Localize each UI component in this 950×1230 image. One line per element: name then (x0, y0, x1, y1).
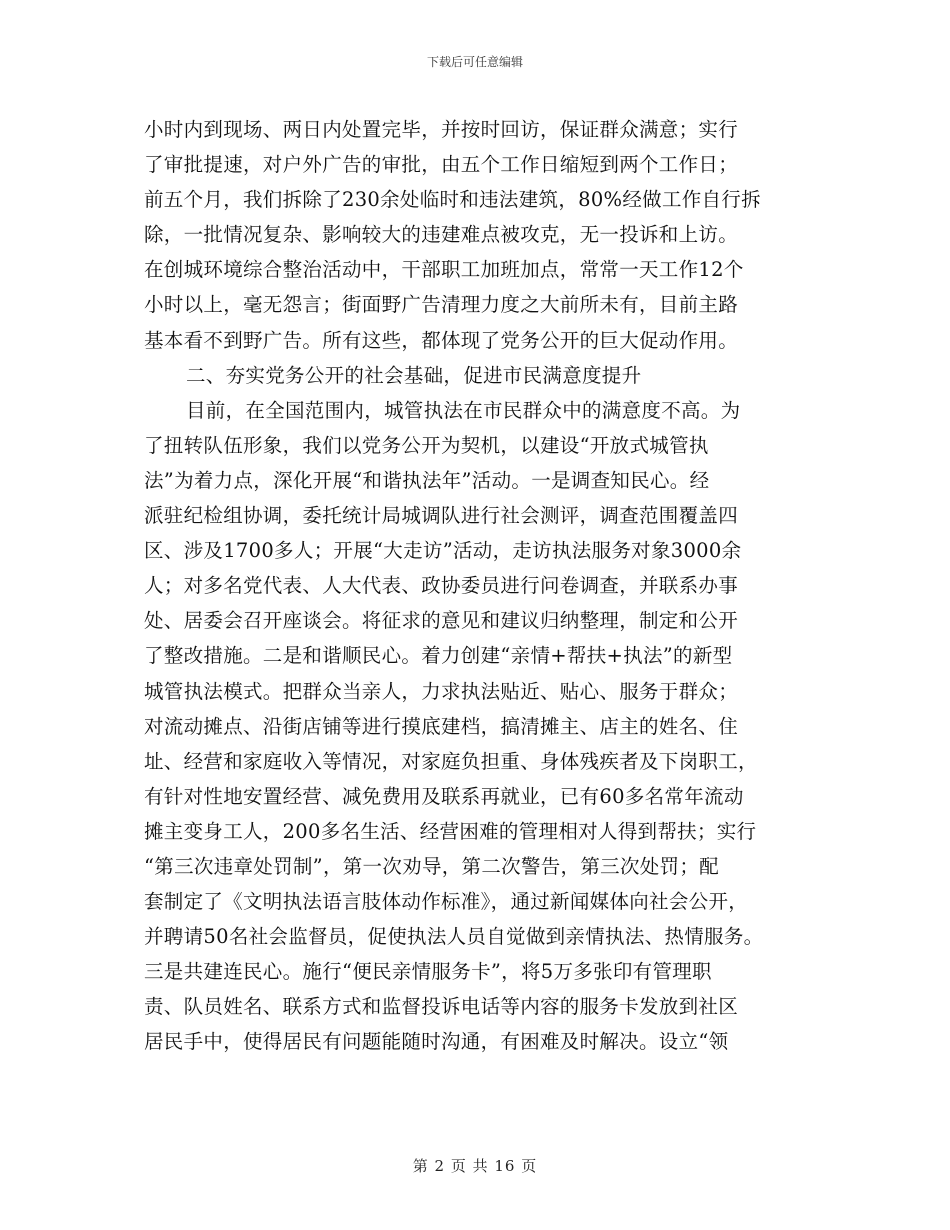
body-line: 在创城环境综合整治活动中，干部职工加班加点，常常一天工作12个 (144, 258, 744, 282)
body-line: 三是共建连民心。施行“便民亲情服务卡”，将5万多张印有管理职 (144, 960, 712, 984)
page-number: 第 2 页 共 16 页 (412, 1157, 538, 1175)
body-line: 址、经营和家庭收入等情况，对家庭负担重、身体残疾者及下岗职工， (144, 749, 758, 773)
body-line: 基本看不到野广告。所有这些，都体现了党务公开的巨大促动作用。 (144, 328, 739, 352)
body-line: “第三次违章处罚制”，第一次劝导，第二次警告，第三次处罚；配 (144, 854, 719, 878)
body-line: 城管执法模式。把群众当亲人，力求执法贴近、贴心、服务于群众； (144, 679, 739, 703)
body-line: 处、居委会召开座谈会。将征求的意见和建议归纳整理，制定和公开 (144, 609, 739, 633)
body-line: 了扭转队伍形象，我们以党务公开为契机，以建设“开放式城管执 (144, 433, 709, 457)
body-line: 责、队员姓名、联系方式和监督投诉电话等内容的服务卡发放到社区 (144, 995, 739, 1019)
document-body (144, 112, 808, 1060)
body-line: 了审批提速，对户外广告的审批，由五个工作日缩短到两个工作日； (144, 153, 739, 177)
body-line: 区、涉及1700多人；开展“大走访”活动，走访执法服务对象3000余 (144, 539, 742, 563)
download-edit-note: 下载后可任意编辑 (426, 55, 523, 69)
body-line: 并聘请50名社会监督员，促使执法人员自觉做到亲情执法、热情服务。 (144, 925, 764, 949)
section-heading: 二、夯实党务公开的社会基础，促进市民满意度提升 (186, 363, 642, 387)
body-line: 小时内到现场、两日内处置完毕，并按时回访，保证群众满意；实行 (144, 118, 739, 141)
body-line: 居民手中，使得居民有问题能随时沟通，有困难及时解决。设立“领 (144, 1030, 729, 1054)
paragraph-first-line: 目前，在全国范围内，城管执法在市民群众中的满意度不高。为 (186, 398, 741, 422)
body-line: 法”为着力点，深化开展“和谐执法年”活动。一是调查知民心。经 (144, 468, 710, 492)
body-line: 摊主变身工人，200多名生活、经营困难的管理相对人得到帮扶；实行 (144, 819, 757, 843)
body-line: 小时以上，毫无怨言；街面野广告清理力度之大前所未有，目前主路 (144, 293, 739, 317)
body-line: 对流动摊点、沿街店铺等进行摸底建档，搞清摊主、店主的姓名、住 (144, 714, 739, 738)
body-line: 人；对多名党代表、人大代表、政协委员进行问卷调查，并联系办事 (144, 574, 739, 598)
body-line: 套制定了《文明执法语言肢体动作标准》，通过新闻媒体向社会公开， (144, 890, 749, 914)
body-line: 了整改措施。二是和谐顺民心。着力创建“亲情+帮扶+执法”的新型 (144, 644, 733, 668)
body-line: 前五个月，我们拆除了230余处临时和违法建筑，80%经做工作自行拆 (144, 188, 761, 212)
body-line: 派驻纪检组协调，委托统计局城调队进行社会测评，调查范围覆盖四 (144, 504, 739, 528)
body-line: 有针对性地安置经营、减免费用及联系再就业，已有60多名常年流动 (144, 784, 744, 808)
body-line: 除，一批情况复杂、影响较大的违建难点被攻克，无一投诉和上访。 (144, 223, 739, 247)
